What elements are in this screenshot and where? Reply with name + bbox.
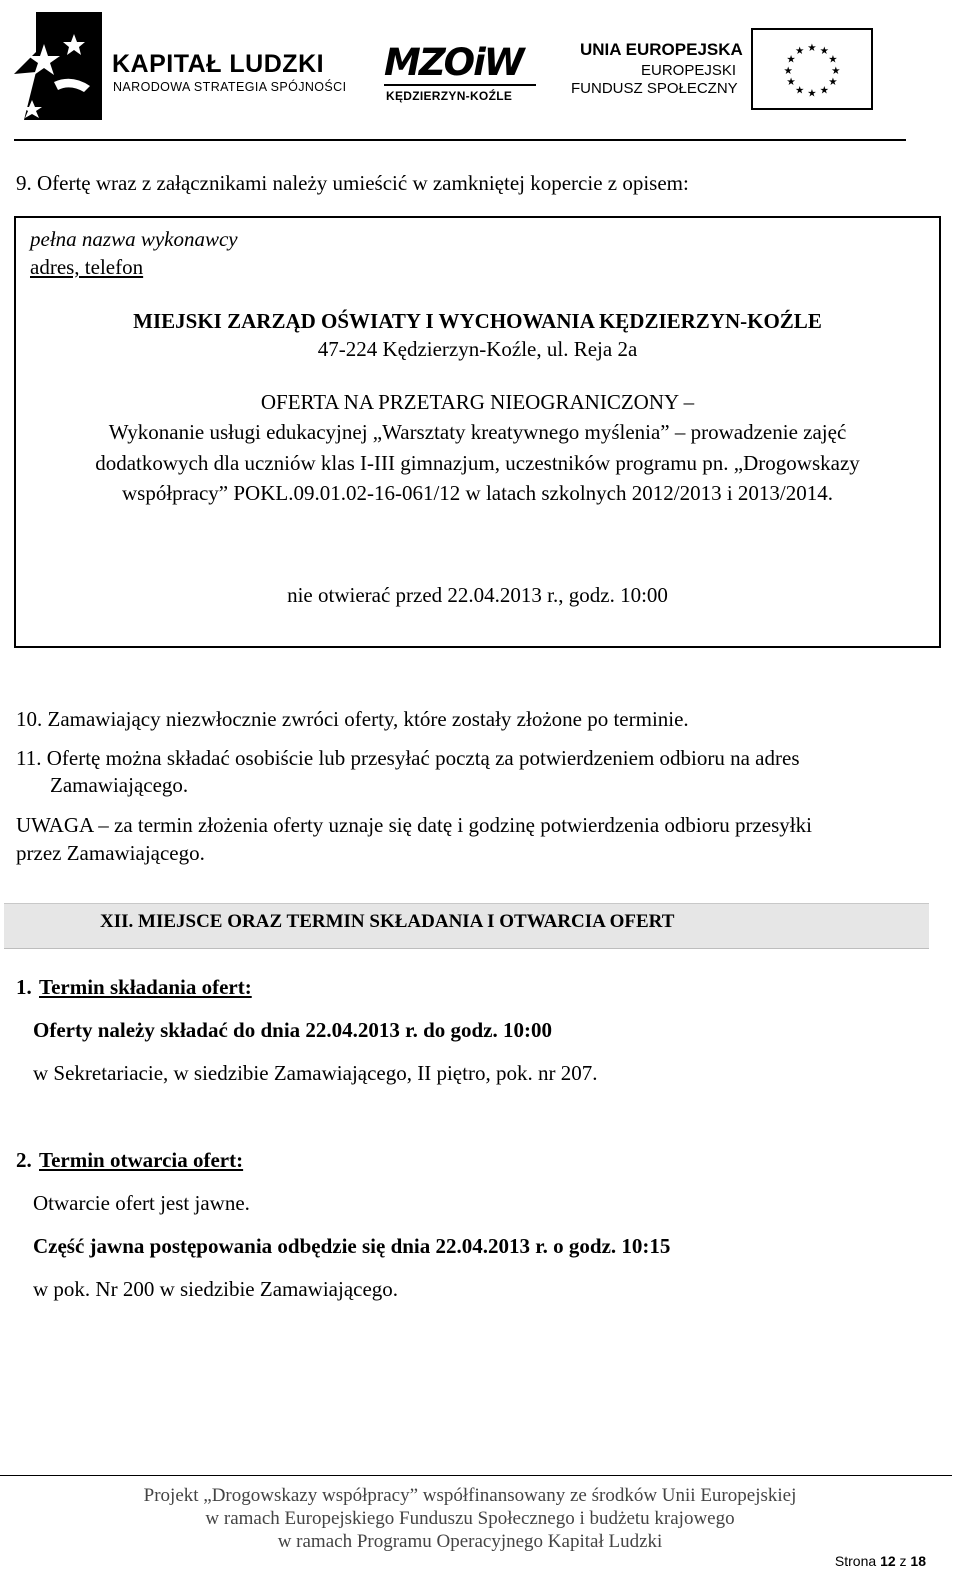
footer-line3: w ramach Programu Operacyjnego Kapitał Ludzki xyxy=(277,1531,663,1552)
item-10: 10. Zamawiający niezwłocznie zwróci oferty, które zostały złożone po terminie. xyxy=(16,707,689,731)
envelope-contractor-address: adres, telefon xyxy=(30,255,144,279)
svg-text:★: ★ xyxy=(807,41,817,54)
eu-flag-icon xyxy=(751,28,873,110)
svg-text:★: ★ xyxy=(819,44,830,57)
envelope-organization: MIEJSKI ZARZĄD OŚWIATY I WYCHOWANIA KĘDZIERZYN-KOŹLE xyxy=(133,309,822,333)
uwaga-line2: przez Zamawiającego. xyxy=(16,841,205,865)
termin-otwarcia-date: Część jawna postępowania odbędzie się dnia 22.04.2013 r. o godz. 10:15 xyxy=(33,1234,671,1258)
footer-line2: w ramach Europejskiego Funduszu Społecznego i budżetu krajowego xyxy=(205,1508,735,1529)
envelope-do-not-open-notice: nie otwierać przed 22.04.2013 r., godz. 10:00 xyxy=(287,583,668,607)
termin-skladania-heading: Termin składania ofert: xyxy=(39,975,252,999)
page-current: 12 xyxy=(880,1553,896,1569)
svg-text:★: ★ xyxy=(794,84,805,97)
svg-text:★: ★ xyxy=(819,84,830,97)
page-number xyxy=(835,1553,926,1569)
page-total: 18 xyxy=(910,1553,926,1569)
mzoiw-logo-subtitle: KĘDZIERZYN-KOŹLE xyxy=(386,89,513,103)
footer-divider xyxy=(0,1475,952,1476)
section-title: XII. MIEJSCE ORAZ TERMIN SKŁADANIA I OTWARCIA OFERT xyxy=(100,911,675,932)
envelope-contractor-name: pełna nazwa wykonawcy xyxy=(30,227,238,251)
envelope-offer-title: OFERTA NA PRZETARG NIEOGRANICZONY – xyxy=(260,390,695,414)
termin-otwarcia-number: 2. xyxy=(16,1148,32,1172)
termin-skladania-deadline: Oferty należy składać do dnia 22.04.2013 r. do godz. 10:00 xyxy=(33,1018,552,1042)
eu-title: UNIA EUROPEJSKA xyxy=(580,40,743,59)
envelope-description-line1: Wykonanie usługi edukacyjnej „Warsztaty kreatywnego myślenia” – prowadzenie zajęć xyxy=(108,420,847,444)
footer-line1: Projekt „Drogowskazy współpracy” współfinansowany ze środków Unii Europejskiej xyxy=(143,1485,797,1506)
svg-text:★: ★ xyxy=(828,53,838,66)
svg-text:★: ★ xyxy=(828,76,838,89)
termin-otwarcia-heading: Termin otwarcia ofert: xyxy=(39,1148,244,1172)
envelope-description-line2: dodatkowych dla uczniów klas I-III gimnazjum, uczestników programu pn. „Drogowskazy xyxy=(95,451,860,475)
svg-text:★: ★ xyxy=(786,53,796,66)
svg-text:★: ★ xyxy=(794,44,805,57)
svg-text:★: ★ xyxy=(831,64,841,77)
item-9: 9. Ofertę wraz z załącznikami należy umieścić w zamkniętej kopercie z opisem: xyxy=(16,171,689,195)
uwaga-line1: UWAGA – za termin złożenia oferty uznaje się datę i godzinę potwierdzenia odbioru przesyłki xyxy=(16,813,812,837)
mzoiw-logo-rule xyxy=(384,84,536,86)
svg-text:★: ★ xyxy=(783,64,793,77)
kapital-ludzki-title: KAPITAŁ LUDZKI xyxy=(112,50,325,78)
eu-line2: FUNDUSZ SPOŁECZNY xyxy=(571,80,738,97)
item-11-line1: 11. Ofertę można składać osobiście lub przesyłać pocztą za potwierdzeniem odbioru na adres xyxy=(16,746,800,770)
page-label: Strona xyxy=(834,1553,877,1569)
envelope-description-line3: współpracy” POKL.09.01.02-16-061/12 w latach szkolnych 2012/2013 i 2013/2014. xyxy=(122,481,833,505)
envelope-address: 47-224 Kędzierzyn-Koźle, ul. Reja 2a xyxy=(317,337,638,361)
eu-line1: EUROPEJSKI xyxy=(641,62,737,79)
mzoiw-logo: MZOiW xyxy=(384,41,523,84)
termin-otwarcia-location: w pok. Nr 200 w siedzibie Zamawiającego. xyxy=(33,1277,399,1301)
page-separator: z xyxy=(899,1553,907,1569)
kapital-ludzki-logo-icon xyxy=(14,12,102,120)
header-divider xyxy=(14,139,906,141)
termin-skladania-number: 1. xyxy=(16,975,32,999)
svg-text:★: ★ xyxy=(807,87,817,100)
kapital-ludzki-subtitle: NARODOWA STRATEGIA SPÓJNOŚCI xyxy=(113,80,347,94)
termin-otwarcia-public-note: Otwarcie ofert jest jawne. xyxy=(33,1191,250,1215)
svg-text:★: ★ xyxy=(786,76,796,89)
termin-skladania-location: w Sekretariacie, w siedzibie Zamawiającego, II piętro, pok. nr 207. xyxy=(33,1061,598,1085)
item-11-line2: Zamawiającego. xyxy=(50,773,189,797)
